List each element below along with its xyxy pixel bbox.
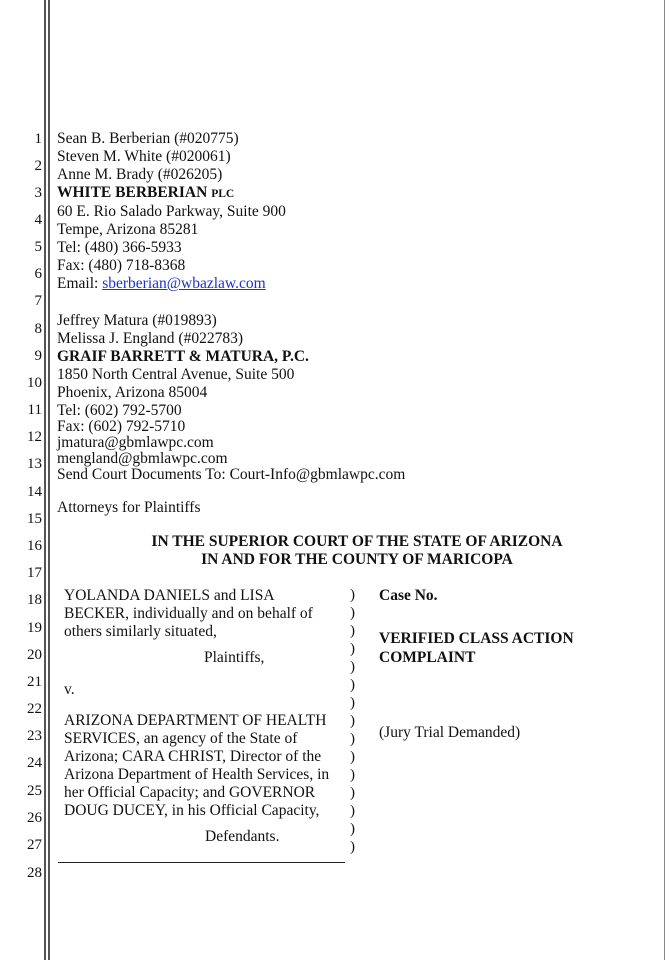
attorney-name: Anne M. Brady (#026205) — [57, 166, 223, 183]
firm1-name-text: WHITE BERBERIAN — [57, 184, 208, 201]
firm2-fax: Fax: (602) 792-5710 — [57, 418, 186, 435]
line-number: 18 — [27, 592, 42, 608]
defendants-label: Defendants. — [205, 828, 280, 845]
line-number: 10 — [27, 375, 42, 391]
line-number: 4 — [34, 212, 42, 228]
line-number: 3 — [34, 185, 42, 201]
document-title: COMPLAINT — [379, 649, 476, 666]
line-number: 25 — [27, 783, 42, 799]
line-number: 17 — [27, 565, 42, 581]
line-number: 23 — [27, 728, 42, 744]
left-margin-rule-inner — [48, 0, 50, 960]
defendants-text: Arizona Department of Health Services, in — [64, 766, 330, 783]
firm2-address-line2: Phoenix, Arizona 85004 — [57, 384, 208, 401]
defendants-text: DOUG DUCEY, in his Official Capacity, — [64, 802, 320, 819]
plaintiffs-label: Plaintiffs, — [204, 649, 265, 666]
line-number: 27 — [27, 837, 42, 853]
attorney-name: Sean B. Berberian (#020775) — [57, 130, 239, 147]
defendants-text: her Official Capacity; and GOVERNOR — [64, 784, 316, 801]
caption-paren: ) — [350, 803, 355, 819]
plaintiffs-text: YOLANDA DANIELS and LISA — [64, 587, 275, 604]
caption-paren: ) — [350, 785, 355, 801]
caption-paren: ) — [350, 731, 355, 747]
line-number: 13 — [27, 456, 42, 472]
caption-paren: ) — [350, 623, 355, 639]
line-number: 9 — [34, 348, 42, 364]
line-number: 21 — [27, 674, 42, 690]
firm2-address-line1: 1850 North Central Avenue, Suite 500 — [57, 366, 295, 383]
line-number: 5 — [34, 239, 42, 255]
send-court-documents: Send Court Documents To: Court-Info@gbmlawpc.com — [57, 466, 406, 483]
attorney-name: Jeffrey Matura (#019893) — [57, 312, 217, 329]
firm1-name — [57, 184, 234, 202]
left-margin-rule-outer — [44, 0, 46, 960]
court-heading-line2: IN AND FOR THE COUNTY OF MARICOPA — [201, 551, 513, 568]
line-number: 26 — [27, 810, 42, 826]
court-heading-line1: IN THE SUPERIOR COURT OF THE STATE OF ARIZONA — [151, 533, 563, 550]
right-margin-rule — [664, 0, 665, 960]
caption-paren: ) — [350, 677, 355, 693]
jury-trial-demanded: (Jury Trial Demanded) — [379, 724, 521, 741]
caption-paren: ) — [350, 767, 355, 783]
firm1-email-line — [57, 275, 266, 293]
caption-paren: ) — [350, 605, 355, 621]
line-number: 6 — [34, 266, 42, 282]
caption-paren: ) — [350, 659, 355, 675]
attorney-name: Melissa J. England (#022783) — [57, 330, 243, 347]
line-number: 28 — [27, 865, 42, 881]
caption-paren: ) — [350, 839, 355, 855]
firm2-email: jmatura@gbmlawpc.com — [57, 434, 214, 451]
defendants-text: Arizona; CARA CHRIST, Director of the — [64, 748, 322, 765]
attorney-name: Steven M. White (#020061) — [57, 148, 231, 165]
document-title: VERIFIED CLASS ACTION — [379, 630, 574, 647]
firm1-fax: Fax: (480) 718-8368 — [57, 257, 186, 274]
caption-paren: ) — [350, 641, 355, 657]
line-number: 1 — [34, 131, 42, 147]
caption-paren: ) — [350, 749, 355, 765]
line-number: 24 — [27, 755, 42, 771]
line-number: 2 — [34, 158, 42, 174]
email-label: Email: — [57, 275, 99, 292]
attorneys-for-plaintiffs: Attorneys for Plaintiffs — [57, 499, 201, 516]
line-number: 22 — [27, 701, 42, 717]
line-number: 8 — [34, 321, 42, 337]
plaintiffs-text: others similarly situated, — [64, 623, 217, 640]
caption-paren: ) — [350, 695, 355, 711]
plaintiffs-text: BECKER, individually and on behalf of — [64, 605, 313, 622]
defendants-text: SERVICES, an agency of the State of — [64, 730, 298, 747]
line-number: 12 — [27, 429, 42, 445]
versus: v. — [64, 681, 75, 698]
firm2-email: mengland@gbmlawpc.com — [57, 450, 228, 467]
firm1-address-line2: Tempe, Arizona 85281 — [57, 221, 199, 238]
line-number: 19 — [27, 620, 42, 636]
firm1-address-line1: 60 E. Rio Salado Parkway, Suite 900 — [57, 203, 286, 220]
firm1-suffix: PLC — [211, 188, 235, 200]
line-number: 16 — [27, 538, 42, 554]
caption-underline — [58, 862, 345, 863]
caption-paren: ) — [350, 821, 355, 837]
line-number: 15 — [27, 511, 42, 527]
line-number: 14 — [27, 484, 42, 500]
caption-paren: ) — [350, 713, 355, 729]
firm2-tel: Tel: (602) 792-5700 — [57, 402, 182, 419]
case-number-label: Case No. — [379, 587, 438, 604]
caption-paren: ) — [350, 587, 355, 603]
defendants-text: ARIZONA DEPARTMENT OF HEALTH — [64, 712, 327, 729]
firm1-tel: Tel: (480) 366-5933 — [57, 239, 182, 256]
line-number: 11 — [27, 402, 42, 418]
line-number: 7 — [34, 293, 42, 309]
email-link[interactable]: sberberian@wbazlaw.com — [102, 275, 266, 292]
line-number: 20 — [27, 647, 42, 663]
firm2-name: GRAIF BARRETT & MATURA, P.C. — [57, 348, 309, 365]
